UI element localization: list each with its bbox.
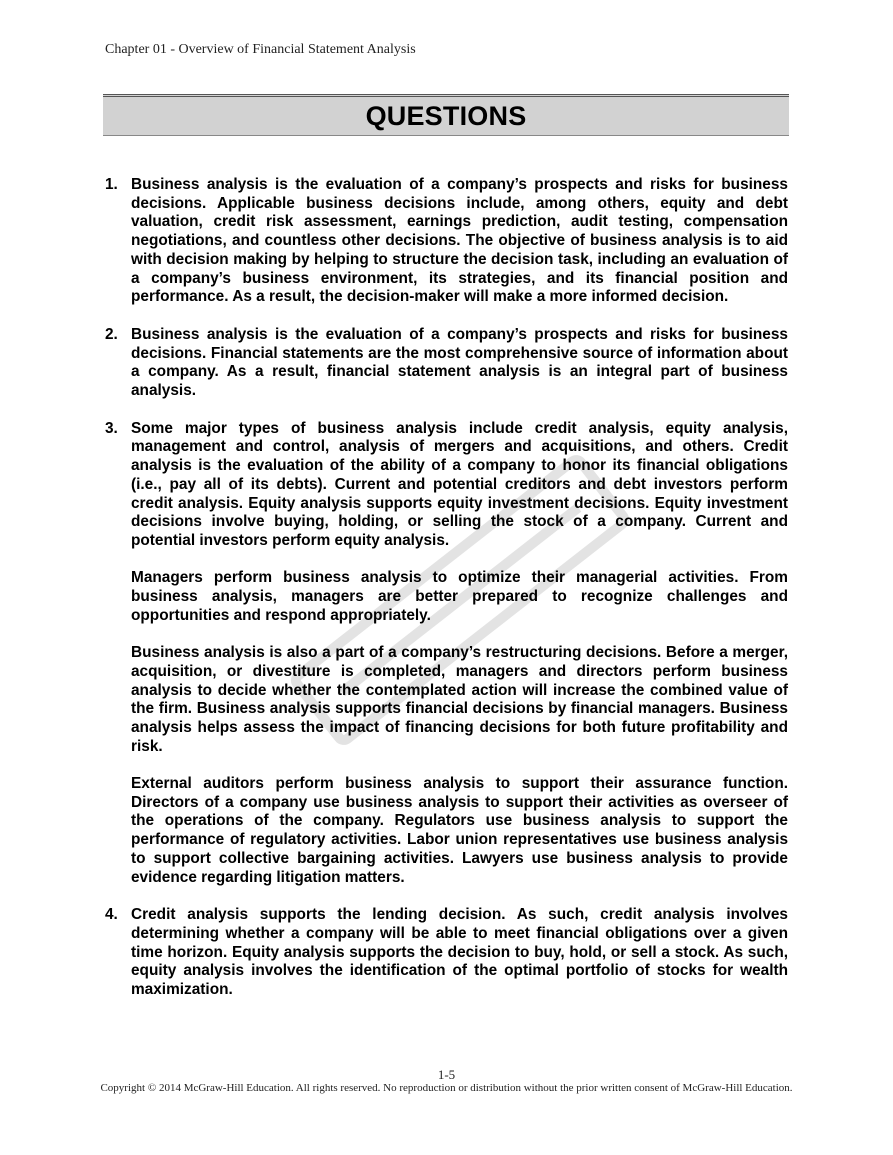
page-footer xyxy=(100,1068,793,1095)
page-number: 1-5 xyxy=(437,1067,456,1082)
question-body xyxy=(131,420,788,888)
question-item-2 xyxy=(105,326,788,401)
question-number: 4. xyxy=(105,906,118,924)
question-paragraph: Business analysis is the evaluation of a company’s prospects and risks for business decisions. Applicable business decisions include, among others, equity and debt valuation, credit risk assessment, earnings prediction, audit testing, compensation negotiations, and countless other decisions. The objective of business analysis is to aid with decision making by helping to structure the decision task, including an evaluation of a company’s business environment, its strategies, and its financial position and performance. As a result, the decision-maker will make a more informed decision. xyxy=(131,176,788,306)
question-body xyxy=(131,906,788,1000)
question-paragraph: Managers perform business analysis to optimize their managerial activities. From business analysis, managers are better prepared to recognize challenges and opportunities and respond appropriately. xyxy=(131,569,788,624)
questions-list xyxy=(105,176,788,1019)
question-body xyxy=(131,176,788,307)
question-item-1 xyxy=(105,176,788,307)
question-number: 2. xyxy=(105,325,118,343)
section-title: QUESTIONS xyxy=(365,100,527,131)
chapter-header: Chapter 01 - Overview of Financial Statement Analysis xyxy=(105,42,416,57)
copyright-notice: Copyright © 2014 McGraw-Hill Education. All rights reserved. No reproduction or distribution without the prior written consent of McGraw-Hill Education. xyxy=(100,1082,793,1094)
section-title-band xyxy=(103,94,789,136)
question-number: 3. xyxy=(105,419,118,437)
question-paragraph: Credit analysis supports the lending decision. As such, credit analysis involves determining whether a company will be able to meet financial obligations over a given time horizon. Equity analysis supports the decision to buy, hold, or sell a stock. As such, equity analysis involves the identification of the optimal portfolio of stocks for wealth maximization. xyxy=(131,906,788,999)
question-number: 1. xyxy=(105,176,118,193)
question-paragraph: External auditors perform business analysis to support their assurance function. Directors of a company use business analysis to support their activities as overseer of the operations of the company. Regulators use business analysis to support the performance of regulatory activities. Labor union representatives use business analysis to support collective bargaining activities. Lawyers use business analysis to provide evidence regarding litigation matters. xyxy=(131,775,788,886)
question-item-4 xyxy=(105,906,788,1000)
question-item-3 xyxy=(105,420,788,888)
question-paragraph: Some major types of business analysis include credit analysis, equity analysis, management and control, analysis of mergers and acquisitions, and others. Credit analysis is the evaluation of the ability of a company to honor its financial obligations (i.e., pay all of its debts). Current and potential creditors and debt investors perform credit analysis. Equity analysis supports equity investment decisions. Equity investment decisions involve buying, holding, or selling the stock of a company. Current and potential investors perform equity analysis. xyxy=(131,419,788,549)
question-paragraph: Business analysis is the evaluation of a company’s prospects and risks for business decisions. Financial statements are the most comprehensive source of information about a company. As a result, financial statement analysis is an integral part of business analysis. xyxy=(131,325,788,400)
question-paragraph: Business analysis is also a part of a company’s restructuring decisions. Before a merger, acquisition, or divestiture is completed, managers and directors perform business analysis to decide whether the contemplated action will increase the combined value of the firm. Business analysis supports financial decisions by financial managers. Business analysis helps assess the impact of financing decisions for both future profitability and risk. xyxy=(131,644,788,755)
question-body xyxy=(131,326,788,401)
